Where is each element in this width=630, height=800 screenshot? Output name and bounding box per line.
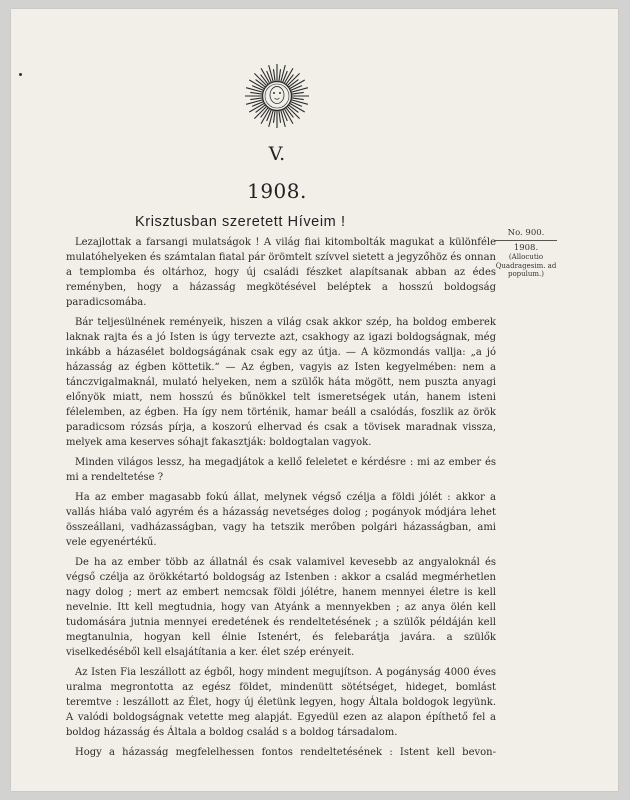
paragraph: De ha az ember több az állatnál és csak valamivel kevesebb az angyaloknál és végső czélja az örökkétartó boldogság az Istenben : akkor a család megmérhetlen nagy dolog ; mert az embert nemcsak földi jólétre, hanem mennyei életre is kell nevelnie. Itt kell megtudnia, hogy van Atyánk a mennyekben ; az anya ölén kell tudomására jutnia mennyei eredetének és rendeltetésének ; a szülők példáján kell megtanulnia, hogyan kell élnie Istenért, és felebarátja javára. a szülők viselkedéséből kell elsajátítania a ker. élet szép erényeit. xyxy=(66,557,496,658)
document-year: 1908. xyxy=(247,179,307,203)
margin-note-number: No. 900. xyxy=(507,228,545,238)
paragraph: Minden világos lessz, ha megadjátok a kellő feleletet e kérdésre : mi az ember és mi a rendeltetése ? xyxy=(66,457,496,483)
margin-note-year: 1908. xyxy=(513,243,539,253)
sunburst-emblem-icon xyxy=(244,63,310,129)
paragraph: Az Isten Fia leszállott az égből, hogy mindent megujítson. A pogányság 4000 éves uralma megrontotta az egész földet, mindenütt sötétséget, hideget, bomlást teremtve : leszállott az Élet, hogy új életünk legyen, hogy Általa boldogok legyünk. A valódi boldogságnak vetette meg alapját. Egyedül ezen az alapon építhető fel a boldog házasság és Általa a boldog család s a boldog társadalom. xyxy=(66,667,496,738)
ink-dot xyxy=(19,73,22,76)
paragraph: Lezajlottak a farsangi mulatságok ! A világ fiai kitombolták magukat a különféle mulatóhelyeken és számtalan fiatal pár örömtelt szívvel sietett a jegyzőhöz és onnan a templomba és oltárhoz, hogy új családi fészket alapítsanak abban az édes reményben, hogy a házasság megkötésével beléptek a hosszú boldogság paradicsomába. xyxy=(66,237,496,308)
salutation-heading: Krisztusban szeretett Híveim ! xyxy=(135,214,346,230)
margin-note xyxy=(489,228,563,279)
margin-note-text: (Allocutio Quadragesim. ad populum.) xyxy=(495,253,557,278)
paragraph: Bár teljesülnének reményeik, hiszen a világ csak akkor szép, ha boldog emberek laknak rajta és a jó Isten is úgy tervezte azt, csakhogy az igazi boldogságnak, még inkább a házasélet boldogságának csak egy az útja. — A közmondás vallja: „a jó házasság az égben köttetik.“ — Az égben, vagyis az Isten kegyelmében: nem a tánczvigalmaknál, mulató helyeken, nem a szülők háta mögött, nem puszta anyagi előnyök miatt, nem hosszú és bűnökkel telt ismeretségek után, hanem isteni félelemben, az égben. Ha így nem történik, hamar beáll a csalódás, foszlik az örök paradicsom rózsás pírja, a koszorú elhervad és csak a tövisek maradnak vissza, melyek ama keserves sóhajt fakasztják: boldogtalan vagyok. xyxy=(66,317,496,448)
document-page xyxy=(11,9,618,791)
margin-note-rule xyxy=(495,240,557,241)
letter-body xyxy=(66,235,496,765)
section-numeral: V. xyxy=(268,143,286,165)
paragraph: Hogy a házasság megfelelhessen fontos rendeltetésének : Istent kell bevon- xyxy=(75,747,496,758)
paragraph: Ha az ember magasabb fokú állat, melynek végső czélja a földi jólét : akkor a vallás hiába való agyrém és a házasság nevetséges dolog ; pogányok módjára lehet összeállani, vadházasságban, vagy ha tetszik merőben polgári házasságban, ami vele egyenértékű. xyxy=(66,492,496,548)
